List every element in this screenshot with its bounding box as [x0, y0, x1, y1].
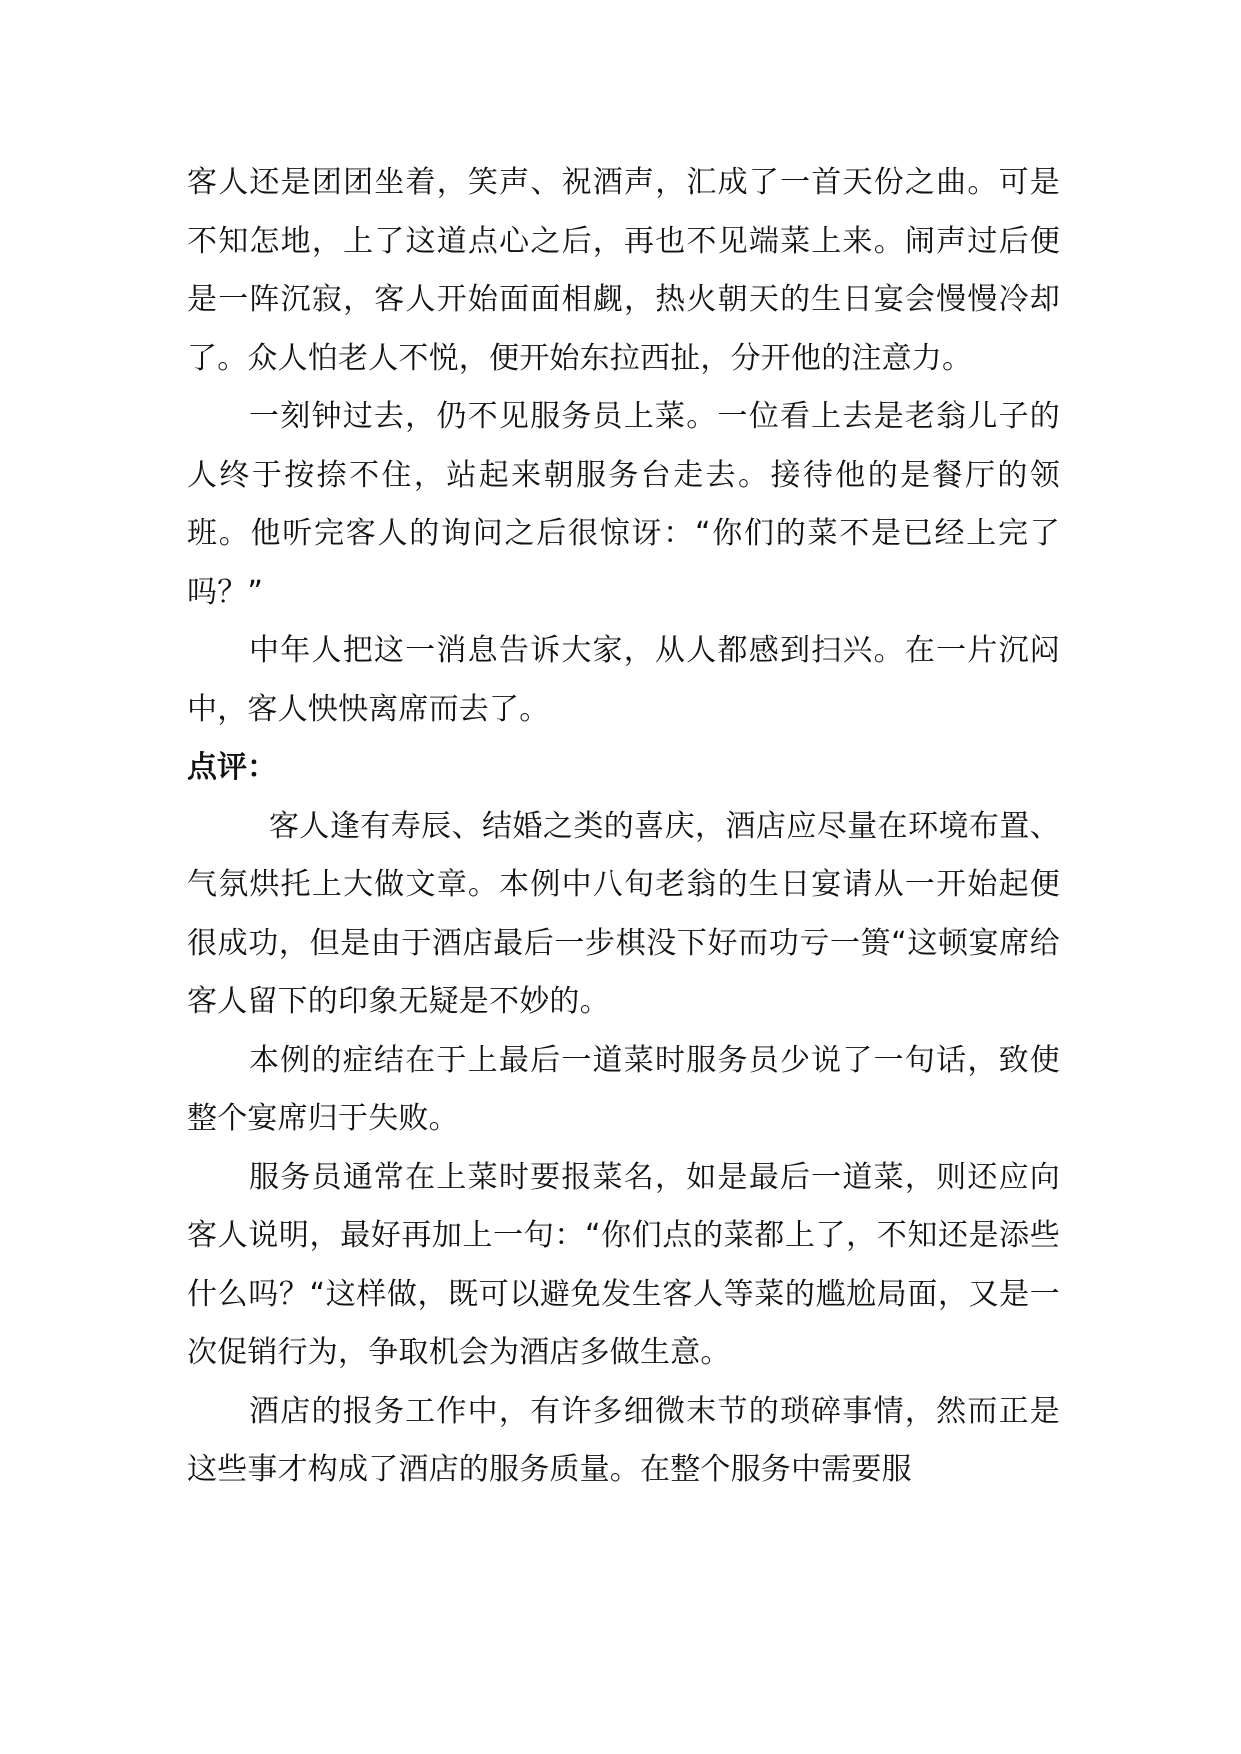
- paragraph-guests-leave: 中年人把这一消息告诉大家，从人都感到扫兴。在一片沉闷中，客人怏怏离席而去了。: [187, 633, 1060, 727]
- paragraph-crux: 本例的症结在于上最后一道菜时服务员少说了一句话，致使整个宴席归于失败。: [187, 1042, 1060, 1136]
- paragraph-comment-intro: 客人逢有寿辰、结婚之类的喜庆，酒店应尽量在环境布置、气氛烘托上大做文章。本例中八旬老翁的生日宴请从一开始起便很成功，但是由于酒店最后一步棋没下好而功亏一篑“这顿宴席给客人留下的印象无疑是不妙的。: [187, 808, 1060, 1019]
- paragraph-service-advice: 服务员通常在上菜时要报菜名，如是最后一道菜，则还应向客人说明，最好再加上一句：“你们点的菜都上了，不知还是添些什么吗？“这样做，既可以避免发生客人等菜的尴尬局面，又是一次促销行为，争取机会为酒店多做生意。: [187, 1159, 1060, 1370]
- paragraph-service-quality: 酒店的报务工作中，有许多细微末节的琐碎事情，然而正是这些事才构成了酒店的服务质量。在整个服务中需要服: [187, 1393, 1060, 1487]
- comment-heading: 点评：: [187, 750, 277, 785]
- document-page: [187, 154, 1060, 1500]
- paragraph-banquet-scene: 客人还是团团坐着，笑声、祝酒声，汇成了一首天份之曲。可是不知怎地，上了这道点心之后，再也不见端菜上来。闹声过后便是一阵沉寂，客人开始面面相觑，热火朝天的生日宴会慢慢冷却了。众人怕老人不悦，便开始东拉西扯，分开他的注意力。: [187, 165, 1060, 376]
- paragraph-waiting: 一刻钟过去，仍不见服务员上菜。一位看上去是老翁儿子的人终于按捺不住，站起来朝服务台走去。接待他的是餐厅的领班。他听完客人的询问之后很惊讶：“你们的菜不是已经上完了吗？”: [187, 399, 1060, 610]
